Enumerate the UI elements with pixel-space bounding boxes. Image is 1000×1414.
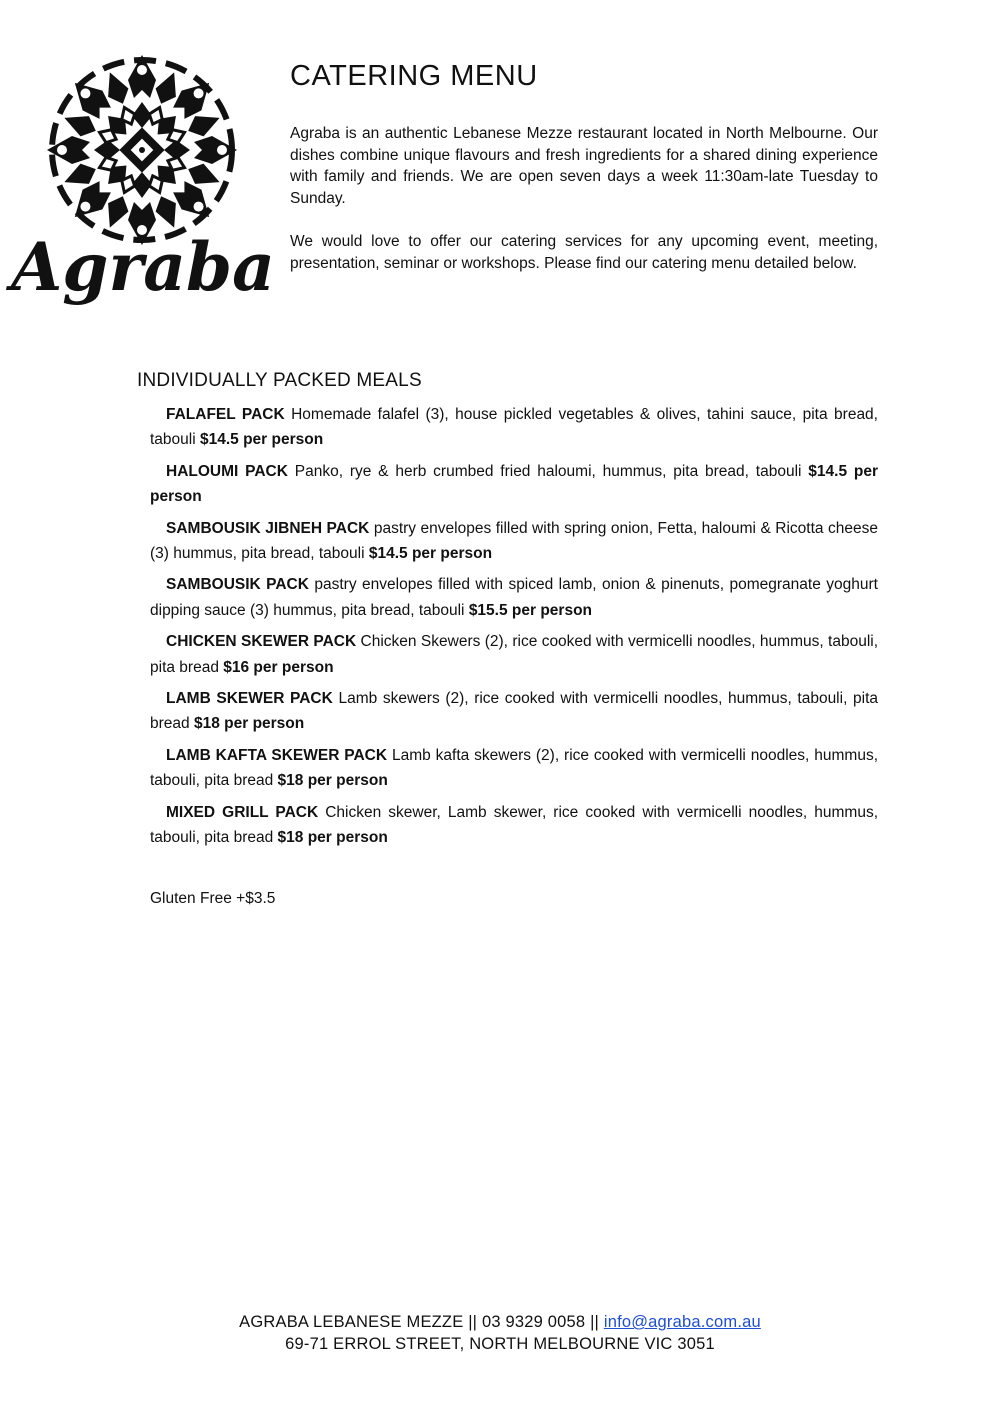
- menu-item-price: $18 per person: [277, 772, 388, 790]
- menu-item-name: SAMBOUSIK JIBNEH PACK: [166, 519, 370, 537]
- menu-item-name: CHICKEN SKEWER PACK: [166, 633, 357, 651]
- menu-item-description: Chicken Skewers (2), rice cooked with vermicelli noodles, hummus, tabouli, pita bread: [150, 633, 879, 676]
- menu-item-name: LAMB SKEWER PACK: [166, 690, 333, 708]
- menu-item-name: LAMB KAFTA SKEWER PACK: [166, 746, 388, 764]
- menu-item-price: $18 per person: [193, 715, 305, 733]
- email-link[interactable]: info@agraba.com.au: [603, 1313, 761, 1331]
- menu-item-lamb-skewer-pack: [150, 686, 878, 737]
- logo-wordmark: Agraba: [11, 228, 275, 306]
- menu-item-sambousik-jibneh-pack: [150, 516, 878, 567]
- menu-item-lamb-kafta-skewer-pack: [150, 743, 878, 794]
- menu-item-price: $14.5 per person: [368, 545, 493, 563]
- menu-item-name: MIXED GRILL PACK: [166, 803, 319, 821]
- menu-item-description: pastry envelopes filled with spiced lamb, onion & pinenuts, pomegranate yoghurt dipping sauce (3) hummus, pita bread, tabouli: [150, 576, 878, 619]
- menu-item-description: Lamb skewers (2), rice cooked with vermicelli noodles, hummus, tabouli, pita bread: [150, 690, 878, 733]
- footer: [0, 1311, 1000, 1355]
- menu-item-sambousik-pack: [150, 572, 878, 623]
- menu-item-name: SAMBOUSIK PACK: [166, 576, 309, 594]
- intro-paragraph-2: We would love to offer our catering services for any upcoming event, meeting, presentation, seminar or workshops. Please find our catering menu detailed below.: [290, 232, 878, 272]
- menu-item-name: FALAFEL PACK: [166, 406, 285, 423]
- agraba-logo: [11, 58, 275, 308]
- menu-item-description: Homemade falafel (3), house pickled vegetables & olives, tahini sauce, pita bread, tabouli: [150, 406, 878, 449]
- menu-item-description: pastry envelopes filled with spring onion, Fetta, haloumi & Ricotta cheese (3) hummus, pita bread, tabouli: [150, 519, 878, 563]
- menu-item-mixed-grill-pack: [150, 800, 878, 851]
- menu-item-name: HALOUMI PACK: [166, 462, 288, 480]
- menu-item-price: $16 per person: [223, 658, 334, 676]
- menu-item-description: Lamb kafta skewers (2), rice cooked with vermicelli noodles, hummus, tabouli, pita bread: [150, 746, 878, 790]
- section-heading: INDIVIDUALLY PACKED MEALS: [137, 370, 422, 391]
- gluten-free-note: Gluten Free +$3.5: [150, 890, 276, 907]
- menu-item-haloumi-pack: [150, 459, 878, 510]
- intro-paragraph-1: Agraba is an authentic Lebanese Mezze restaurant located in North Melbourne. Our dishes combine unique flavours and fresh ingredients for a shared dining experience with family and friends. We are open seven days a week 11:30am-late Tuesday to Sunday.: [290, 125, 878, 207]
- menu-item-chicken-skewer-pack: [150, 629, 878, 680]
- footer-address: 69-71 ERROL STREET, NORTH MELBOURNE VIC 3051: [285, 1335, 715, 1353]
- menu-item-price: $14.5 per person: [200, 431, 324, 449]
- menu-item-price: $18 per person: [277, 829, 388, 847]
- footer-contact-text: AGRABA LEBANESE MEZZE || 03 9329 0058 ||: [239, 1313, 604, 1331]
- menu-item-falafel-pack: [150, 402, 878, 453]
- intro-text: [290, 123, 878, 296]
- menu-item-price: $14.5 per person: [150, 462, 879, 506]
- page-title: CATERING MENU: [290, 60, 538, 92]
- footer-contact-line: [0, 1311, 1000, 1333]
- menu-item-price: $15.5 per person: [468, 601, 593, 619]
- menu-item-list: [150, 402, 878, 857]
- menu-item-description: Panko, rye & herb crumbed fried haloumi, hummus, pita bread, tabouli: [294, 462, 802, 480]
- agraba-rosette-logo-icon: [11, 58, 275, 308]
- menu-item-description: Chicken skewer, Lamb skewer, rice cooked with vermicelli noodles, hummus, tabouli, pita bread: [150, 803, 879, 847]
